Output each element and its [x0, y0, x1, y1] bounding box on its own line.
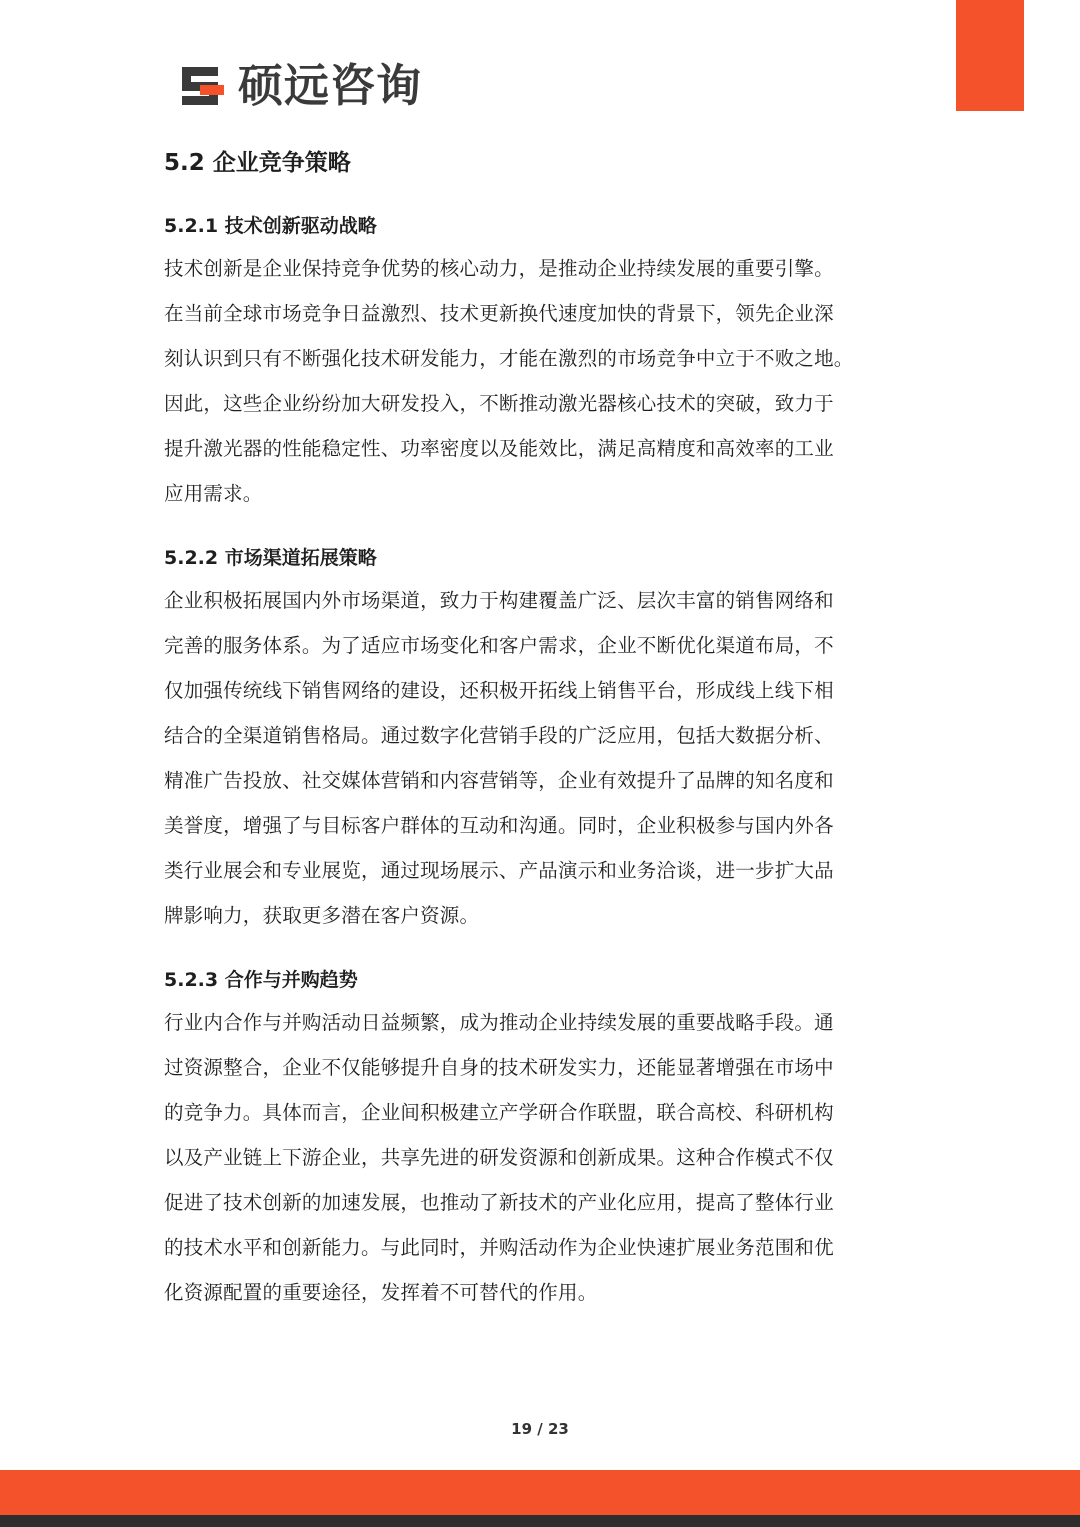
footer-dark-strip: [0, 1515, 1080, 1527]
paragraph-line: 的技术水平和创新能力。与此同时，并购活动作为企业快速扩展业务范围和优: [164, 1236, 834, 1259]
paragraph-line: 在当前全球市场竞争日益激烈、技术更新换代速度加快的背景下，领先企业深: [164, 302, 834, 325]
paragraph-line: 刻认识到只有不断强化技术研发能力，才能在激烈的市场竞争中立于不败之地。: [164, 347, 854, 370]
corner-accent-tab: [956, 0, 1024, 111]
subsection-title: 5.2.2 市场渠道拓展策略: [164, 547, 377, 569]
paragraph-line: 应用需求。: [164, 482, 263, 505]
paragraph-line: 牌影响力，获取更多潜在客户资源。: [164, 904, 480, 927]
paragraph-line: 提升激光器的性能稳定性、功率密度以及能效比，满足高精度和高效率的工业: [164, 437, 834, 460]
paragraph-line: 仅加强传统线下销售网络的建设，还积极开拓线上销售平台，形成线上线下相: [164, 679, 834, 702]
subsection-title: 5.2.1 技术创新驱动战略: [164, 215, 377, 237]
paragraph: [164, 246, 924, 516]
subsection-channel-expansion: [164, 538, 924, 938]
subsection-title: 5.2.3 合作与并购趋势: [164, 969, 358, 991]
subsection-cooperation-mna: [164, 960, 924, 1315]
paragraph-line: 结合的全渠道销售格局。通过数字化营销手段的广泛应用，包括大数据分析、: [164, 724, 834, 747]
paragraph-line: 化资源配置的重要途径，发挥着不可替代的作用。: [164, 1281, 598, 1304]
paragraph-line: 精准广告投放、社交媒体营销和内容营销等，企业有效提升了品牌的知名度和: [164, 769, 834, 792]
paragraph-line: 类行业展会和专业展览，通过现场展示、产品演示和业务洽谈，进一步扩大品: [164, 859, 834, 882]
paragraph-line: 因此，这些企业纷纷加大研发投入，不断推动激光器核心技术的突破，致力于: [164, 392, 834, 415]
paragraph-line: 美誉度，增强了与目标客户群体的互动和沟通。同时，企业积极参与国内外各: [164, 814, 834, 837]
paragraph: [164, 578, 924, 938]
paragraph-line: 的竞争力。具体而言，企业间积极建立产学研合作联盟，联合高校、科研机构: [164, 1101, 834, 1124]
page-number: 19 / 23: [511, 1420, 569, 1438]
brand-logo: [178, 58, 422, 114]
paragraph-line: 以及产业链上下游企业，共享先进的研发资源和创新成果。这种合作模式不仅: [164, 1146, 834, 1169]
paragraph: [164, 1000, 924, 1315]
paragraph-line: 促进了技术创新的加速发展，也推动了新技术的产业化应用，提高了整体行业: [164, 1191, 834, 1214]
paragraph-line: 行业内合作与并购活动日益频繁，成为推动企业持续发展的重要战略手段。通: [164, 1011, 834, 1034]
brand-mark-icon: [178, 63, 228, 109]
footer-accent-bar: [0, 1470, 1080, 1515]
subsection-tech-innovation: [164, 206, 924, 516]
paragraph-line: 完善的服务体系。为了适应市场变化和客户需求，企业不断优化渠道布局，不: [164, 634, 834, 657]
document-body: [164, 140, 924, 1315]
brand-name: 硕远咨询: [238, 59, 423, 112]
paragraph-line: 企业积极拓展国内外市场渠道，致力于构建覆盖广泛、层次丰富的销售网络和: [164, 589, 834, 612]
section-title: 5.2 企业竞争策略: [164, 150, 351, 176]
paragraph-line: 技术创新是企业保持竞争优势的核心动力，是推动企业持续发展的重要引擎。: [164, 257, 834, 280]
paragraph-line: 过资源整合，企业不仅能够提升自身的技术研发实力，还能显著增强在市场中: [164, 1056, 834, 1079]
